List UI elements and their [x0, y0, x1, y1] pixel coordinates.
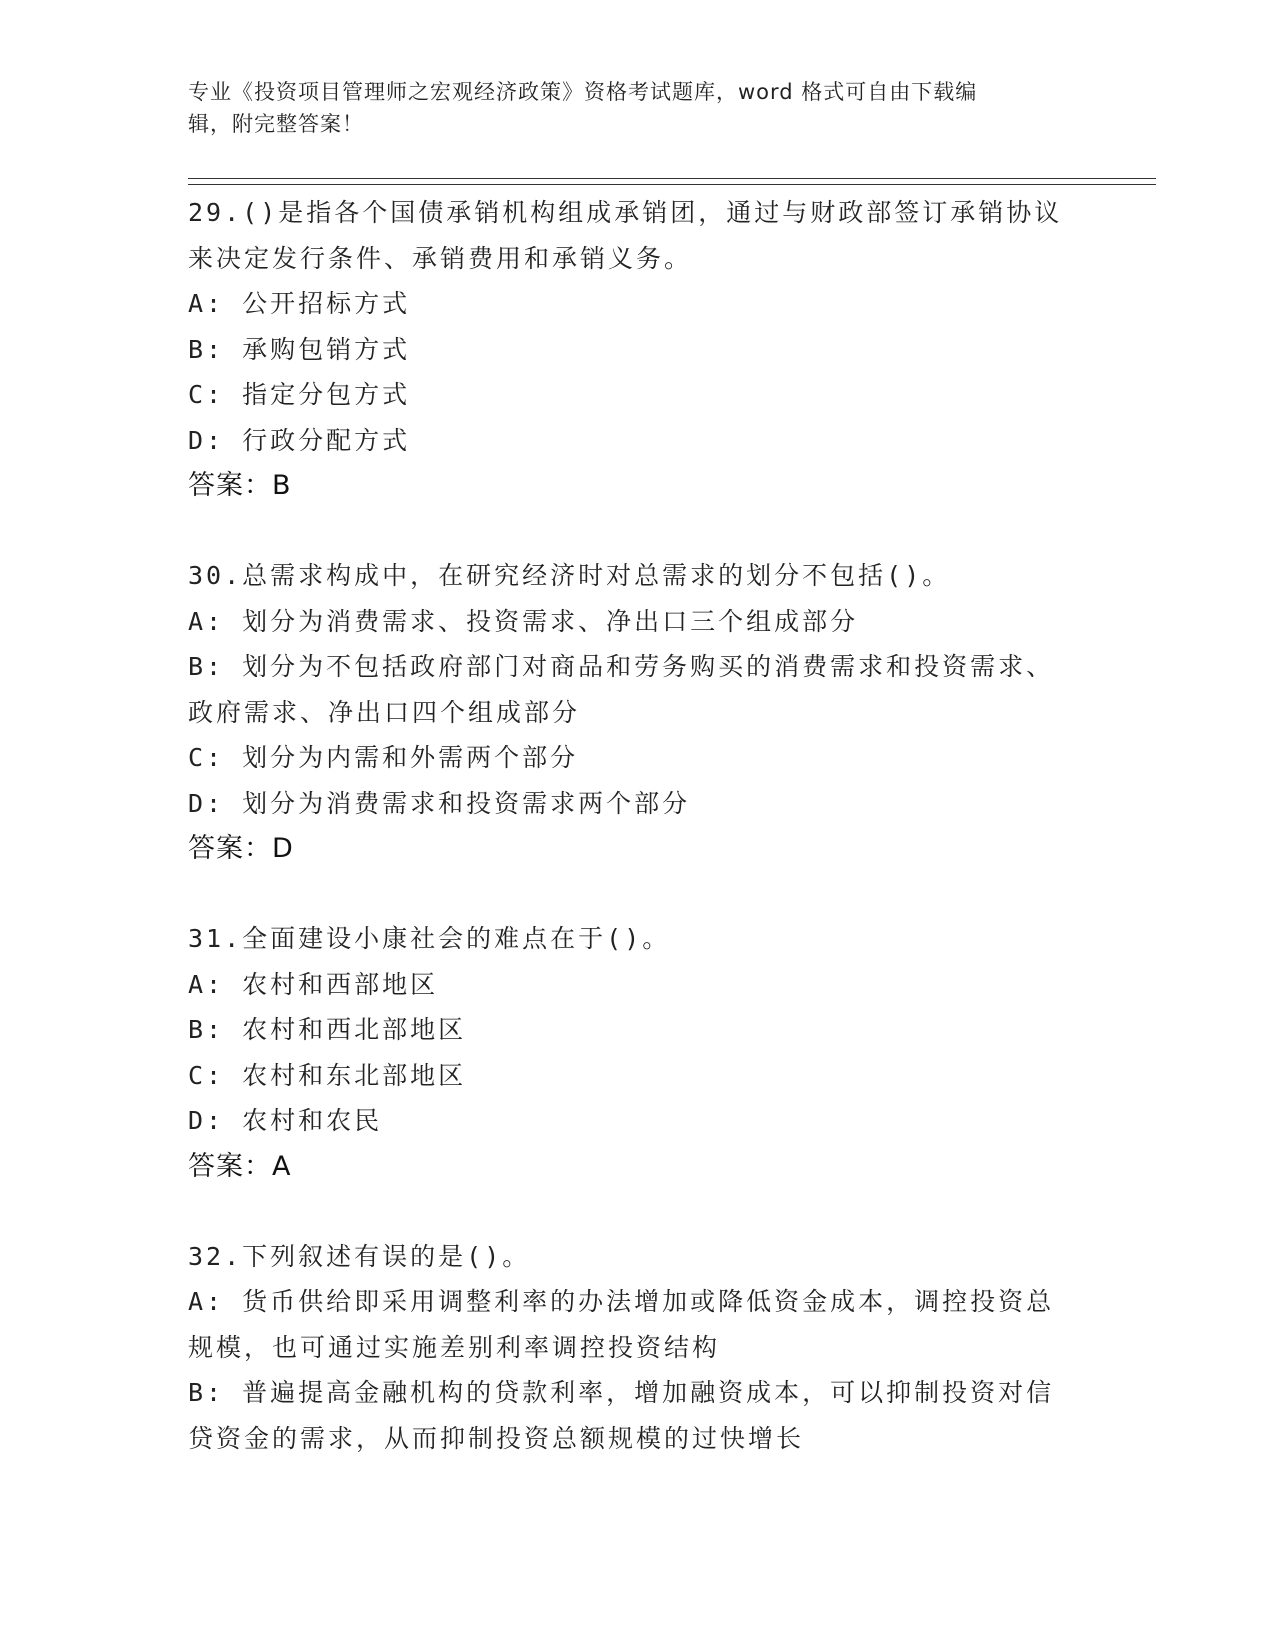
question-stem: 来决定发行条件、承销费用和承销义务。 [188, 243, 693, 273]
answer-option: A: 划分为消费需求、投资需求、净出口三个组成部分 [188, 606, 859, 636]
answer-key: 答案：B [188, 470, 292, 501]
header-line-1: 专业《投资项目管理师之宏观经济政策》资格考试题库，word 格式可自由下载编 [188, 80, 978, 104]
question-spacer [188, 509, 1088, 553]
question-stem: 30.总需求构成中，在研究经济时对总需求的划分不包括()。 [188, 561, 951, 590]
answer-option: A: 农村和西部地区 [188, 969, 439, 999]
question-spacer [188, 1190, 1088, 1234]
answer-key: 答案：A [188, 1150, 292, 1182]
answer-option: A: 公开招标方式 [188, 289, 411, 318]
answer-option: B: 承购包销方式 [188, 334, 411, 364]
answer-key: 答案：D [188, 833, 294, 864]
question-block [188, 916, 1088, 1190]
document-header [188, 76, 1088, 140]
question-spacer [188, 872, 1088, 916]
answer-option: 贷资金的需求，从而抑制投资总额规模的过快增长 [188, 1423, 805, 1453]
answer-option: C: 指定分包方式 [188, 380, 411, 409]
answer-option: A: 货币供给即采用调整利率的办法增加或降低资金成本，调控投资总 [188, 1287, 1055, 1316]
answer-option: D: 划分为消费需求和投资需求两个部分 [188, 788, 691, 818]
header-line-2: 辑，附完整答案！ [188, 112, 364, 136]
answer-option: C: 农村和东北部地区 [188, 1060, 467, 1090]
question-block [188, 1234, 1088, 1462]
answer-option: D: 行政分配方式 [188, 425, 411, 455]
answer-option: B: 划分为不包括政府部门对商品和劳务购买的消费需求和投资需求、 [188, 652, 1055, 681]
question-stem: 31.全面建设小康社会的难点在于()。 [188, 924, 671, 953]
header-divider-bottom [188, 184, 1156, 185]
answer-option: 政府需求、净出口四个组成部分 [188, 697, 581, 727]
question-block [188, 553, 1088, 872]
question-block [188, 190, 1088, 509]
question-stem: 29.()是指各个国债承销机构组成承销团，通过与财政部签订承销协议 [188, 198, 1063, 227]
answer-option: C: 划分为内需和外需两个部分 [188, 743, 579, 772]
question-list [188, 190, 1088, 1461]
answer-option: B: 普遍提高金融机构的贷款利率，增加融资成本，可以抑制投资对信 [188, 1378, 1055, 1407]
header-divider-top [188, 178, 1156, 179]
answer-option: D: 农村和农民 [188, 1106, 383, 1135]
question-stem: 32.下列叙述有误的是()。 [188, 1241, 531, 1271]
answer-option: B: 农村和西北部地区 [188, 1015, 467, 1044]
answer-option: 规模，也可通过实施差别利率调控投资结构 [188, 1332, 721, 1362]
